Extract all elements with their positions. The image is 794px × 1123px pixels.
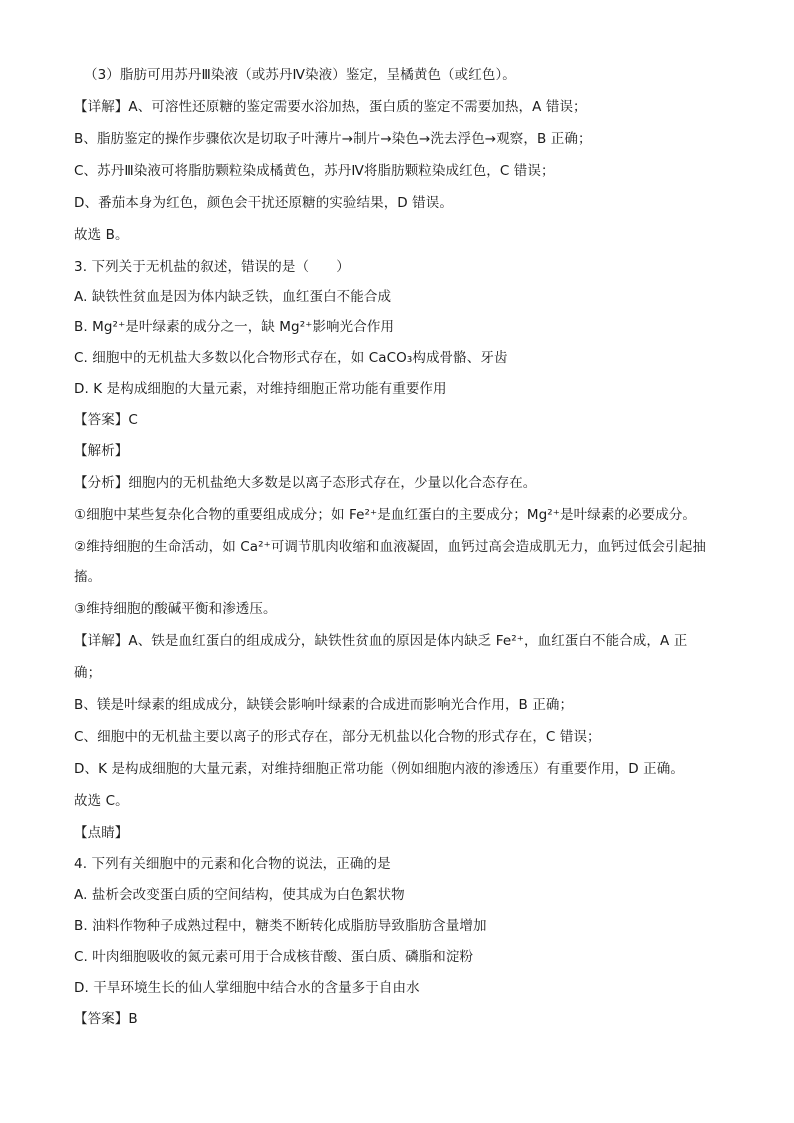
text-line: D、番茄本身为红色，颜色会干扰还原糖的实验结果，D 错误。 [74,195,453,211]
question-title: 3. 下列关于无机盐的叙述，错误的是（ ） [74,259,350,275]
text-line: 搐。 [74,569,102,585]
answer-label: 【答案】B [74,1011,138,1027]
text-line: ①细胞中某些复杂化合物的重要组成成分；如 Fe²⁺是血红蛋白的主要成分；Mg²⁺是叶绿素的必要成分。 [74,507,697,523]
text-line: 故选 C。 [74,793,129,809]
text-line: ②维持细胞的生命活动，如 Ca²⁺可调节肌肉收缩和血液凝固，血钙过高会造成肌无力，血钙过低会引起抽 [74,539,707,555]
analysis-label: 【解析】 [74,443,129,459]
text-line: B、镁是叶绿素的组成成分，缺镁会影响叶绿素的合成进而影响光合作用，B 正确； [74,697,574,713]
text-line: C、苏丹Ⅲ染液可将脂肪颗粒染成橘黄色，苏丹Ⅳ将脂肪颗粒染成红色，C 错误； [74,163,555,179]
text-line: （3）脂肪可用苏丹Ⅲ染液（或苏丹Ⅳ染液）鉴定，呈橘黄色（或红色）。 [84,67,516,83]
option-d: D. K 是构成细胞的大量元素，对维持细胞正常功能有重要作用 [74,381,447,397]
text-line: 【详解】A、可溶性还原糖的鉴定需要水浴加热，蛋白质的鉴定不需要加热，A 错误； [74,99,587,115]
text-line: 【详解】A、铁是血红蛋白的组成成分，缺铁性贫血的原因是体内缺乏 Fe²⁺，血红蛋白不能合成，A 正 [74,633,688,649]
text-line: 【分析】细胞内的无机盐绝大多数是以离子态形式存在，少量以化合态存在。 [74,475,537,491]
option-c: C. 叶肉细胞吸收的氮元素可用于合成核苷酸、蛋白质、磷脂和淀粉 [74,949,474,965]
text-line: C、细胞中的无机盐主要以离子的形式存在，部分无机盐以化合物的形式存在，C 错误； [74,729,601,745]
option-a: A. 盐析会改变蛋白质的空间结构，使其成为白色絮状物 [74,887,405,903]
text-line: D、K 是构成细胞的大量元素，对维持细胞正常功能（例如细胞内液的渗透压）有重要作用，D 正确。 [74,761,684,777]
option-c: C. 细胞中的无机盐大多数以化合物形式存在，如 CaCO₃构成骨骼、牙齿 [74,350,508,366]
text-line: ③维持细胞的酸碱平衡和渗透压。 [74,601,277,617]
option-a: A. 缺铁性贫血是因为体内缺乏铁，血红蛋白不能合成 [74,289,392,305]
option-d: D. 干旱环境生长的仙人掌细胞中结合水的含量多于自由水 [74,980,420,996]
option-b: B. Mg²⁺是叶绿素的成分之一，缺 Mg²⁺影响光合作用 [74,319,395,335]
question-title: 4. 下列有关细胞中的元素和化合物的说法，正确的是 [74,856,391,872]
text-line: 确； [74,665,102,681]
text-line: B、脂肪鉴定的操作步骤依次是切取子叶薄片→制片→染色→洗去浮色→观察，B 正确； [74,131,592,147]
text-line: 故选 B。 [74,227,129,243]
answer-label: 【答案】C [74,412,138,428]
comment-label: 【点睛】 [74,825,129,841]
option-b: B. 油料作物种子成熟过程中，糖类不断转化成脂肪导致脂肪含量增加 [74,918,487,934]
